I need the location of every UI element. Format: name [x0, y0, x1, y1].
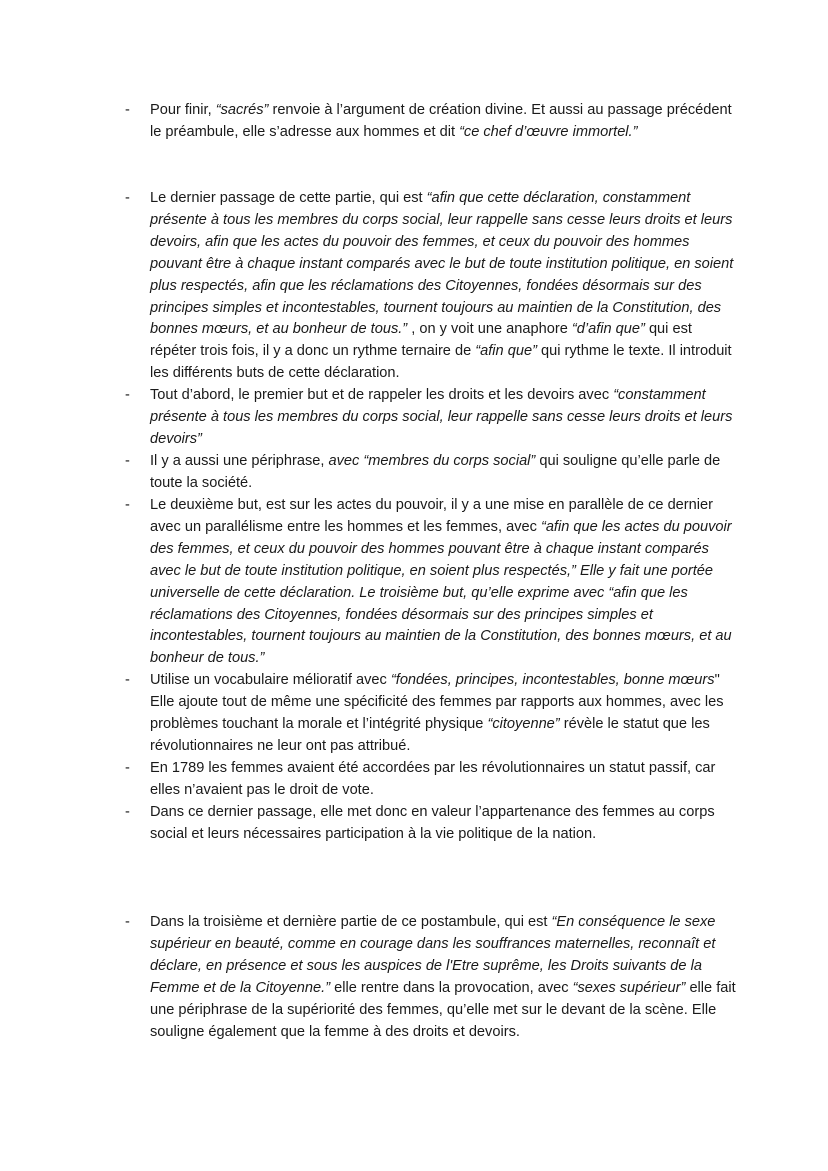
bullet-item — [125, 912, 735, 1043]
text-run: Le deuxième but, est sur les actes du pouvoir, il y a une mise en parallèle de ce dernier avec un parallélisme entre les hommes et les femmes, avec — [150, 497, 713, 535]
bullet-dash: - — [125, 453, 130, 469]
bullet-dash: - — [125, 760, 130, 776]
paragraph — [150, 385, 740, 451]
bullet-item — [125, 451, 735, 495]
text-run: Utilise un vocabulaire mélioratif avec — [150, 672, 391, 688]
paragraph — [150, 912, 740, 1043]
text-run: " Elle ajoute tout de même une spécificité des femmes par rapports aux hommes, avec les problèmes touchant la morale et l’intégrité physique — [150, 672, 724, 732]
paragraph — [150, 188, 740, 385]
text-run: renvoie à l’argument de création divine. Et aussi au passage précédent le préambule, elle s’adresse aux hommes et dit — [150, 102, 732, 140]
bullet-dash: - — [125, 497, 130, 513]
text-run: qui rythme le texte. Il introduit les différents buts de cette déclaration. — [150, 343, 732, 382]
bullet-item — [125, 100, 735, 144]
bullet-item — [125, 188, 735, 385]
paragraph — [150, 451, 740, 495]
paragraph — [150, 670, 740, 758]
bullet-item — [125, 758, 735, 802]
text-run: elle rentre dans la provocation, avec — [330, 979, 573, 996]
italic-quote: “sexes supérieur” — [572, 979, 686, 996]
italic-quote: “citoyenne” — [487, 715, 560, 732]
text-run: qui est répéter trois fois, il y a donc un rythme ternaire de — [150, 321, 692, 360]
bullet-dash: - — [125, 102, 130, 118]
italic-quote: “afin que cette déclaration, constamment présente à tous les membres du corps social, leur rappelle sans cesse leurs droits et leurs devoirs, afin que les actes du pouvoir des femmes, et ceux du pouvoir des hommes pouvant être à chaque instant comparés avec le but de toute institution politique, en soient plus respectés, afin que les réclamations des Citoyennes, fondées désormais sur des principes simples et incontestables, tournent toujours au maintien de la Constitution, des bonnes mœurs, et au bonheur de tous.” — [150, 190, 734, 338]
text-run: , on y voit une anaphore — [407, 321, 572, 338]
text-run: elle fait une périphrase de la supériorité des femmes, qu’elle met sur le devant de la scène. Elle souligne également que la femme à des droits et devoirs. — [150, 979, 736, 1040]
bullet-dash: - — [125, 387, 130, 403]
text-run: qui souligne qu’elle parle de toute la société. — [150, 453, 721, 491]
bullet-item — [125, 670, 735, 758]
paragraph — [150, 758, 740, 802]
text-run: Il y a aussi une périphrase, — [150, 453, 329, 469]
italic-quote: avec “membres du corps social” — [328, 453, 536, 469]
text-run: Tout d’abord, le premier but et de rappeler les droits et les devoirs avec — [150, 387, 614, 403]
text-run: Le dernier passage de cette partie, qui est — [150, 190, 427, 206]
italic-quote: “constamment présente à tous les membres du corps social, leur rappelle sans cesse leurs droits et leurs devoirs” — [150, 387, 733, 447]
bullet-item — [125, 385, 735, 451]
paragraph — [150, 100, 740, 144]
italic-quote: “ce chef d’œuvre immortel.” — [459, 123, 638, 140]
italic-quote: “d’afin que” — [571, 321, 645, 338]
bullet-dash: - — [125, 672, 130, 688]
paragraph — [150, 495, 740, 670]
paragraph — [150, 802, 740, 846]
bullet-item — [125, 495, 735, 670]
italic-quote: “sacrés” — [215, 102, 269, 118]
italic-quote: “afin que les actes du pouvoir des femmes, et ceux du pouvoir des hommes pouvant être à chaque instant comparés avec le but de toute institution politique, en soient plus respectés,” Elle y fait une portée universelle de cette déclaration. Le troisième but, qu’elle exprime avec “afin que les réclamations des Citoyennes, fondées désormais sur des principes simples et incontestables, tournent toujours au maintien de la Constitution, des bonnes mœurs, et au bonheur de tous.” — [150, 518, 732, 667]
text-run: révèle le statut que les révolutionnaires ne leur ont pas attribué. — [150, 715, 710, 754]
italic-quote: “fondées, principes, incontestables, bonne mœurs — [390, 672, 715, 688]
text-run: Dans la troisième et dernière partie de ce postambule, qui est — [150, 914, 552, 930]
text-run: Dans ce dernier passage, elle met donc en valeur l’appartenance des femmes au corps social et leurs nécessaires participation à la vie politique de la nation. — [150, 804, 715, 842]
text-run: En 1789 les femmes avaient été accordées par les révolutionnaires un statut passif, car elles n’avaient pas le droit de vote. — [150, 760, 716, 798]
bullet-dash: - — [125, 804, 130, 820]
italic-quote: “En conséquence le sexe supérieur en beauté, comme en courage dans les souffrances maternelles, reconnaît et déclare, en présence et sous les auspices de l'Etre suprême, les Droits suivants de la Femme et de la Citoyenne.” — [150, 914, 716, 996]
text-run: Pour finir, — [150, 102, 216, 118]
bullet-dash: - — [125, 914, 130, 930]
italic-quote: “afin que” — [475, 343, 537, 360]
bullet-item — [125, 802, 735, 846]
bullet-dash: - — [125, 190, 130, 206]
